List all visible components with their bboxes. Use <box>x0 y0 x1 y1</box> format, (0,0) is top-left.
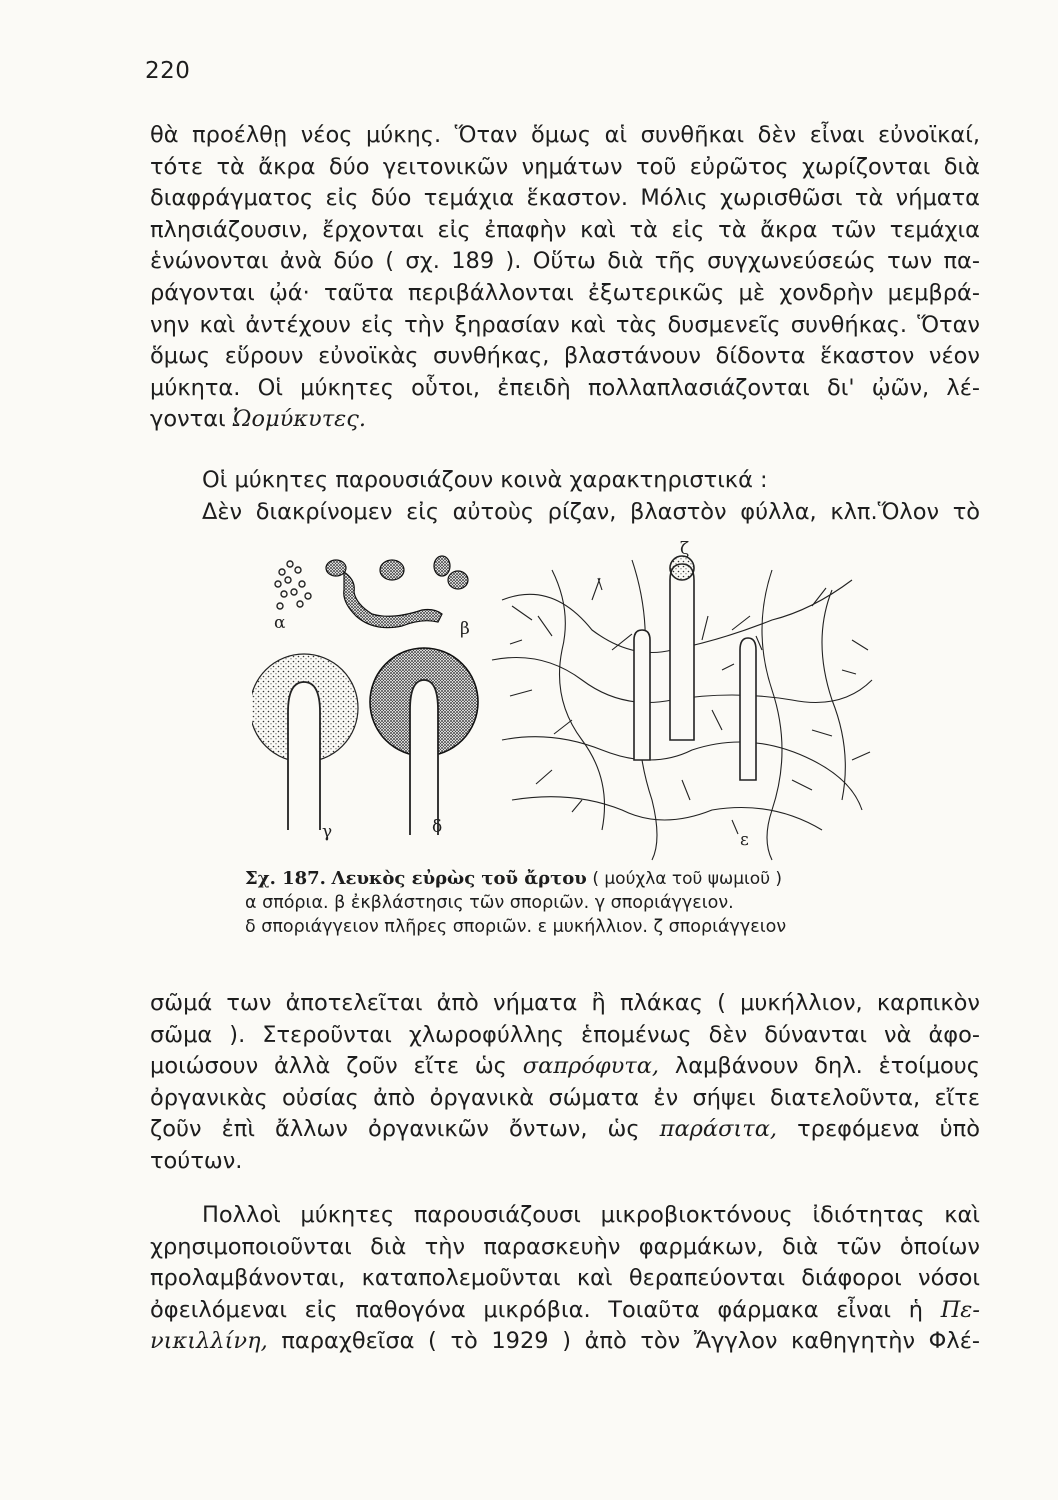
text-span: ὀφειλόμεναι εἰς παθογόνα μικρόβια. Τοιαῦτα φάρμακα εἶναι ἡ <box>150 1296 941 1323</box>
paragraph-oomycetes <box>150 120 980 436</box>
germination-drawing <box>326 556 468 628</box>
text-line: Πολλοὶ μύκητες παρουσιάζουσι μικροβιοκτόνους ἰδιότητας καὶ <box>202 1202 980 1228</box>
term-parasites: παράσιτα, <box>659 1116 778 1143</box>
text-line: σῶμα ). Στεροῦνται χλωροφύλλης ἑπομένως δὲν δύνανται νὰ ἀφο- <box>150 1021 980 1048</box>
caption-title: Λευκὸς εὐρὼς τοῦ ἄρτου <box>331 868 587 889</box>
sporangiophore-drawing <box>634 556 756 780</box>
text-line: ὀργανικὰς οὐσίας ἀπὸ ὀργανικὰ σώματα ἐν σήψει διατελοῦντα, εἴτε <box>150 1084 980 1111</box>
label-d: δ <box>432 817 443 837</box>
label-z: ζ <box>680 540 690 559</box>
figure-caption <box>245 867 945 939</box>
text-line: σῶμά των ἀποτελεῖται ἀπὸ νήματα ἢ πλάκας ( μυκήλλιον, καρπικὸν <box>150 990 980 1016</box>
text-line <box>150 1051 980 1083</box>
full-sporangium-drawing <box>370 648 478 835</box>
spores-drawing <box>275 561 311 609</box>
paragraph-roots <box>150 497 980 529</box>
text-line <box>150 404 980 436</box>
paragraph-body <box>150 988 980 1178</box>
text-line: προλαμβάνονται, καταπολεμοῦνται καὶ θεραπεύονται διάφοροι νόσοι <box>150 1265 980 1292</box>
text-line: ὅμως εὕρουν εὐνοϊκὰς συνθήκας, βλαστάνουν δίδοντα ἕκαστον νέον <box>150 343 980 370</box>
label-g: γ <box>322 822 333 842</box>
text-line: νην καὶ ἀντέχουν εἰς τὴν ξηρασίαν καὶ τὰς δυσμενεῖς συνθήκας. Ὅταν <box>150 311 980 338</box>
label-e: ε <box>740 830 749 850</box>
label-a: α <box>274 613 286 633</box>
text-span: μοιώσουν ἀλλὰ ζοῦν εἴτε ὡς <box>150 1053 523 1080</box>
term-penicillin: Πε- <box>940 1296 980 1323</box>
text-line: χρησιμοποιοῦνται διὰ τὴν παρασκευὴν φαρμάκων, διὰ τῶν ὁποίων <box>150 1233 980 1260</box>
bread-mold-illustration <box>252 540 992 870</box>
caption-title-line <box>245 867 945 891</box>
text-line: πλησιάζουσιν, ἔρχονται εἰς ἐπαφὴν καὶ τὰ εἰς τὰ ἄκρα τῶν τεμάχια <box>150 216 980 243</box>
paragraph-features <box>150 465 980 497</box>
text-span: παραχθεῖσα ( τὸ 1929 ) ἀπὸ τὸν Ἄγγλον καθηγητὴν Φλέ- <box>267 1328 980 1355</box>
sporangium-drawing <box>252 654 358 830</box>
caption-number: Σχ. 187. <box>245 868 326 889</box>
term-penicillin: νικιλλίνη, <box>150 1328 268 1355</box>
paragraph-penicillin <box>150 1200 980 1358</box>
caption-alt-name: ( μούχλα τοῦ ψωμιοῦ ) <box>592 869 783 889</box>
text-line <box>150 1114 980 1146</box>
text-span: γονται <box>150 406 233 433</box>
text-line: τούτων. <box>150 1147 243 1174</box>
caption-line: α σπόρια. β ἐκβλάστησις τῶν σποριῶν. γ σποριάγγειον. <box>245 893 734 913</box>
text-line: ράγονται ᾠά· ταῦτα περιβάλλονται ἐξωτερικῶς μὲ χονδρὴν μεμβρά- <box>150 279 980 306</box>
term-saprophytes: σαπρόφυτα, <box>522 1053 660 1080</box>
text-line <box>150 1295 980 1327</box>
text-span: ζοῦν ἐπὶ ἄλλων ὀργανικῶν ὄντων, ὡς <box>150 1116 660 1143</box>
label-b: β <box>460 619 470 639</box>
text-line: ἑνώνονται ἀνὰ δύο ( σχ. 189 ). Οὕτω διὰ τῆς συγχωνεύσεώς των πα- <box>150 248 980 275</box>
figure-bread-mold <box>252 540 992 870</box>
text-line: Οἱ μύκητες παρουσιάζουν κοινὰ χαρακτηριστικά : <box>202 467 768 493</box>
text-line: θὰ προέλθῃ νέος μύκης. Ὅταν ὅμως αἱ συνθῆκαι δὲν εἶναι εὐνοϊκαί, <box>150 122 980 148</box>
caption-line: δ σποριάγγειον πλῆρες σποριῶν. ε μυκήλλιον. ζ σποριάγγειον <box>245 917 787 937</box>
text-span: τρεφόμενα ὑπὸ <box>777 1116 980 1143</box>
text-line: διαφράγματος εἰς δύο τεμάχια ἕκαστον. Μόλις χωρισθῶσι τὰ νήματα <box>150 185 980 212</box>
page-number: 220 <box>145 58 191 84</box>
text-line <box>150 1326 980 1358</box>
text-span: λαμβάνουν δηλ. ἑτοίμους <box>659 1053 981 1080</box>
term-oomycetes: Ὠομύκυτες. <box>232 406 367 433</box>
text-line: μύκητα. Οἱ μύκητες οὗτοι, ἐπειδὴ πολλαπλασιάζονται δι' ᾠῶν, λέ- <box>150 374 980 401</box>
text-line: τότε τὰ ἄκρα δύο γειτονικῶν νημάτων τοῦ εὐρῶτος χωρίζονται διὰ <box>150 153 980 180</box>
text-line: Δὲν διακρίνομεν εἰς αὐτοὺς ρίζαν, βλαστὸν φύλλα, κλπ.Ὅλον τὸ <box>202 499 980 525</box>
